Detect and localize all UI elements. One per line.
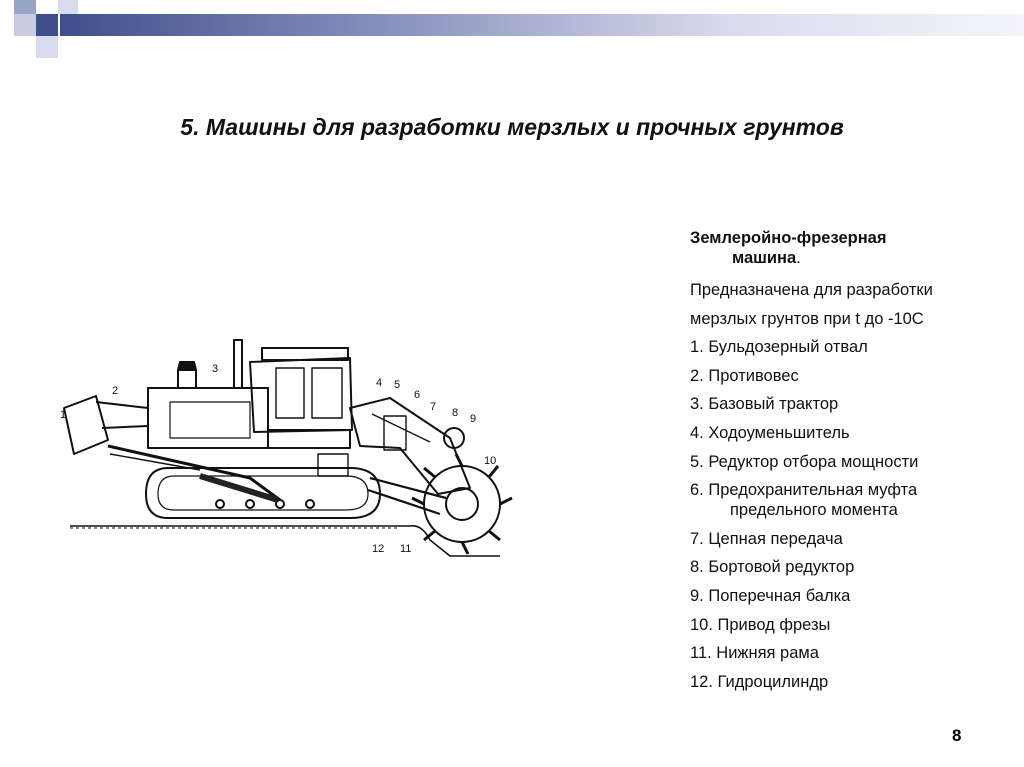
label-9: 9 [470, 413, 477, 425]
label-10: 10 [484, 455, 497, 467]
list-item: 1. Бульдозерный отвал [690, 338, 868, 357]
list-item: 4. Ходоуменьшитель [690, 423, 850, 442]
label-7: 7 [430, 401, 437, 413]
list-item [690, 480, 1010, 520]
heading-line1: Землеройно-фрезерная [690, 229, 887, 247]
header-gradient-bar [60, 14, 1024, 36]
list-item: 10. Привод фрезы [690, 615, 831, 634]
list-item: 7. Цепная передача [690, 529, 843, 548]
label-2: 2 [112, 385, 119, 397]
label-12: 12 [372, 543, 385, 555]
label-11: 11 [400, 543, 412, 555]
machine-heading [690, 228, 1010, 268]
list-item: 8. Бортовой редуктор [690, 558, 855, 577]
list-item: 9. Поперечная балка [690, 586, 851, 605]
heading-period: . [796, 249, 801, 267]
earth-milling-machine-drawing [50, 318, 520, 568]
slide-title: 5. Машины для разработки мерзлых и прочных грунтов [180, 114, 844, 140]
purpose-line2: мерзлых грунтов при t до -10С [690, 309, 924, 328]
description-column [690, 228, 1010, 692]
list-item: 3. Базовый трактор [690, 395, 839, 414]
purpose-line1: Предназначена для разработки [690, 281, 933, 299]
list-item: 5. Редуктор отбора мощности [690, 452, 919, 471]
label-5: 5 [394, 379, 401, 391]
label-6: 6 [414, 389, 421, 401]
label-3: 3 [212, 363, 219, 375]
page-number: 8 [952, 726, 962, 745]
label-4: 4 [376, 377, 383, 389]
list-item: 12. Гидроцилиндр [690, 672, 829, 691]
list-item-text: 6. Предохранительная муфта [690, 481, 918, 500]
list-item-continuation: предельного момента [730, 501, 898, 520]
list-item: 11. Нижняя рама [690, 644, 819, 663]
label-8: 8 [452, 407, 459, 419]
heading-line2: машина [732, 249, 797, 267]
list-item: 2. Противовес [690, 366, 799, 385]
label-1: 1 [60, 409, 67, 421]
